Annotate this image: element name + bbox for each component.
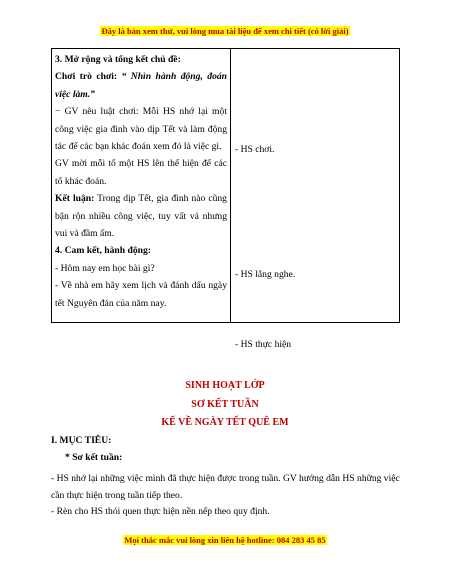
conclusion: [55, 190, 227, 242]
student-response-2: - HS lắng nghe.: [235, 269, 296, 280]
game-name: “ Nhìn hành động, đoán việc làm.”: [55, 71, 227, 100]
hotline-text: Mọi thắc mắc vui lòng xin liên hệ hotline: 084 283 45 85: [124, 535, 326, 545]
conclusion-text: Trong dịp Tết, gia đình nào cũng bận rộn nhiều công việc, tuy vất vả nhưng vui và đầm ấm.: [55, 193, 227, 240]
student-activities-cell: [231, 49, 400, 350]
question-line: - Hôm nay em học bài gì?: [55, 262, 155, 274]
weekly-review-text-2: - Rèn cho HS thói quen thực hiện nền nếp theo quy định.: [51, 506, 270, 517]
section4-title: 4. Cam kết, hành động:: [55, 245, 151, 257]
teacher-activities-cell: [52, 49, 231, 323]
student-response-3: - HS thực hiện: [235, 339, 292, 350]
objectives-heading: I. MỤC TIÊU:: [51, 435, 112, 446]
lesson-activity-table: [51, 48, 400, 350]
lesson-title-1: SINH HOẠT LỚP: [185, 380, 265, 391]
section3-title: 3. Mở rộng và tổng kết chủ đề:: [55, 54, 181, 65]
hotline-banner: [0, 534, 450, 546]
game-label: Chơi trò chơi:: [55, 71, 118, 83]
lesson-title-2: SƠ KẾT TUẦN: [191, 399, 259, 410]
table-row: [52, 49, 400, 323]
game-line: [55, 68, 227, 103]
student-response-1: - HS chơi.: [235, 144, 275, 155]
weekly-review-subheading: * Sơ kết tuần:: [65, 452, 123, 463]
preview-notice-banner: [0, 25, 450, 37]
homework-line: - Về nhà em hãy xem lịch và đánh dấu ngày tết Nguyên đán của năm nay.: [55, 280, 227, 309]
game-rules: − GV nêu luật chơi: Mỗi HS nhớ lại một công việc gia đình vào dịp Tết và làm động tác để các bạn khác đoán xem đó là việc gì.: [55, 106, 227, 153]
conclusion-label: Kết luận:: [55, 193, 95, 205]
lesson-title-3: KỂ VỀ NGÀY TẾT QUÊ EM: [161, 417, 289, 428]
teacher-invite: GV mời mỗi tổ một HS lên thể hiện để các tổ khác đoán.: [55, 158, 227, 187]
weekly-review-text-1: - HS nhớ lại những việc mình đã thực hiện được trong tuần. GV hướng dẫn HS những việc cần thực hiện trong tuần tiếp theo.: [51, 473, 400, 501]
preview-notice-text: Đây là bản xem thử, vui lòng mua tài liệu để xem chi tiết (có lời giải): [101, 26, 349, 36]
